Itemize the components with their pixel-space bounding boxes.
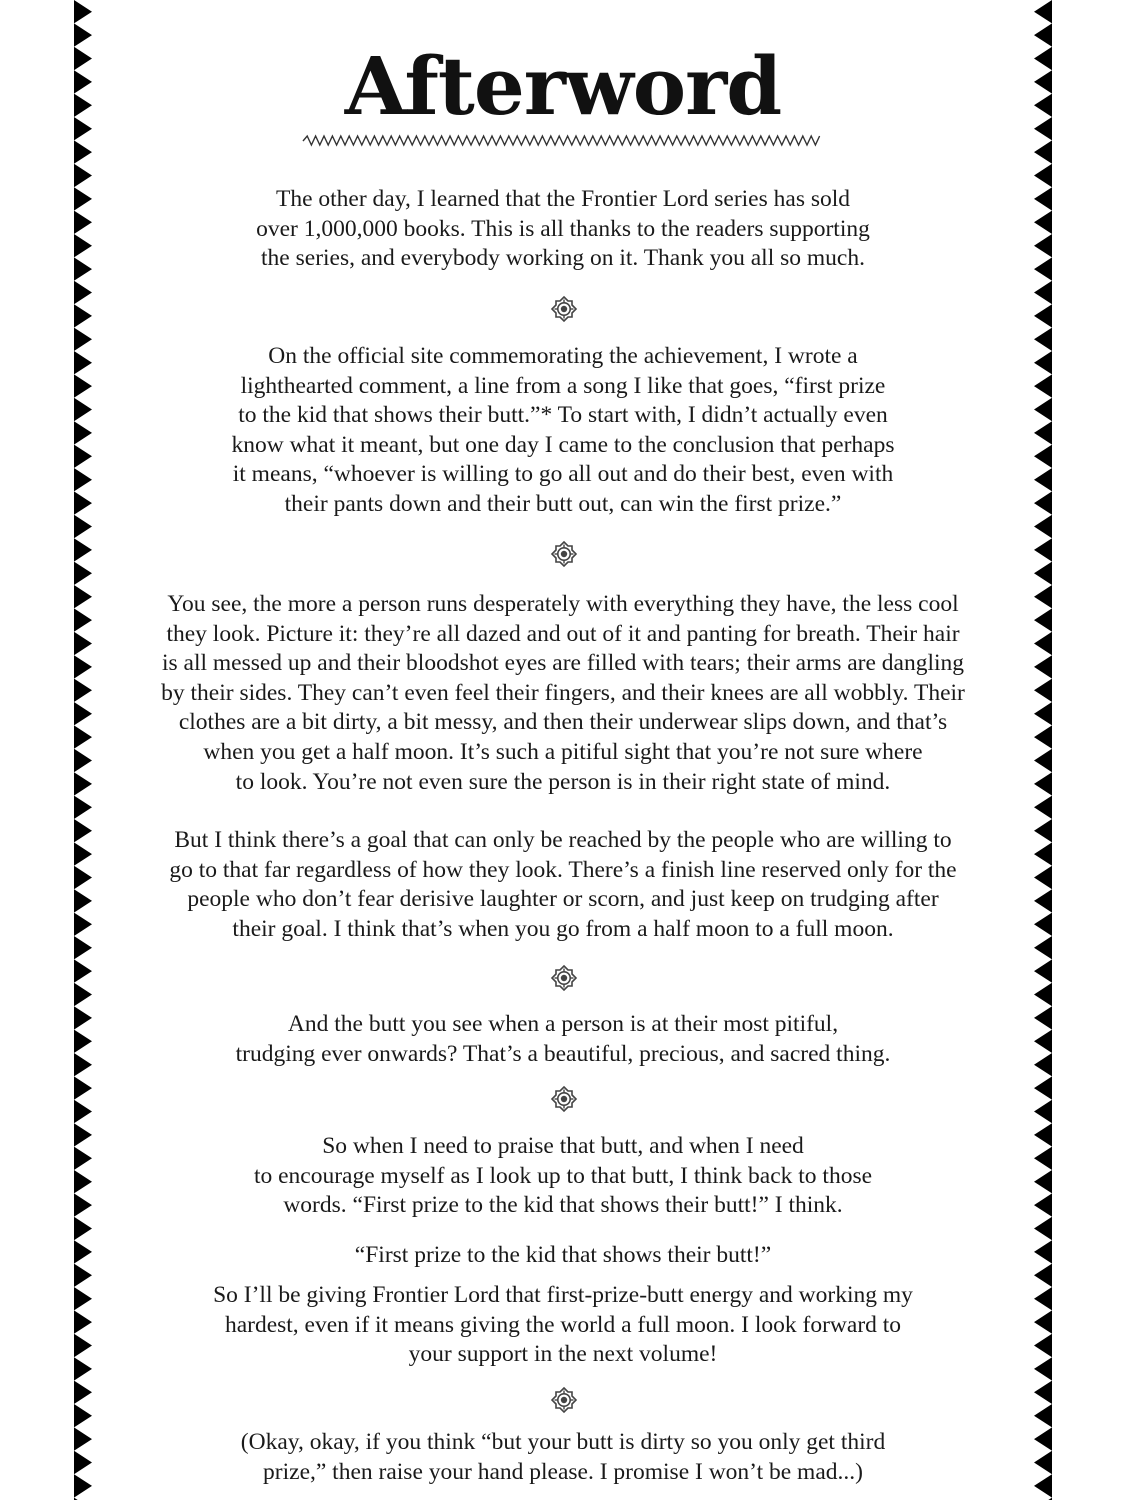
text-line: your support in the next volume!: [408, 1341, 718, 1368]
ornament-divider-icon: [550, 1386, 578, 1414]
text-line: go to that far regardless of how they look. There’s a finish line reserved only for the: [169, 856, 957, 883]
paragraph-3: [100, 590, 1026, 797]
text-line: words. “First prize to the kid that shows their butt!” I think.: [283, 1192, 843, 1219]
ornament-divider-icon: [550, 295, 578, 323]
text-line: their pants down and their butt out, can win the first prize.”: [284, 490, 842, 517]
text-line: to encourage myself as I look up to that butt, I think back to those: [253, 1162, 873, 1189]
paragraph-6: [100, 1132, 1026, 1221]
paragraph-4: [100, 826, 1026, 944]
ornament-divider-icon: [550, 540, 578, 568]
text-line: to the kid that shows their butt.”* To start with, I didn’t actually even: [238, 402, 888, 429]
text-line: (Okay, okay, if you think “but your butt is dirty so you only get third: [240, 1429, 886, 1455]
text-line: to look. You’re not even sure the person is in their right state of mind.: [235, 768, 891, 795]
text-line: On the official site commemorating the achievement, I wrote a: [268, 343, 858, 369]
text-line: lighthearted comment, a line from a song I like that goes, “first prize: [240, 372, 886, 399]
text-line: by their sides. They can’t even feel their fingers, and their knees are all wobbly. Their: [161, 679, 965, 706]
text-line: So I’ll be giving Frontier Lord that first-prize-butt energy and working my: [213, 1282, 913, 1308]
text-line: know what it meant, but one day I came to the conclusion that perhaps: [231, 431, 895, 458]
afterword-page: [100, 0, 1026, 1500]
text-line: But I think there’s a goal that can only be reached by the people who are willing to: [174, 827, 952, 853]
text-line: You see, the more a person runs desperately with everything they have, the less cool: [167, 591, 959, 617]
zigzag-underline: [302, 134, 824, 148]
text-line: the series, and everybody working on it. Thank you all so much.: [261, 245, 865, 272]
text-line: is all messed up and their bloodshot eyes are filled with tears; their arms are dangling: [161, 650, 965, 677]
paragraph-2: [100, 342, 1026, 520]
text-line: people who don’t fear derisive laughter or scorn, and just keep on trudging after: [187, 886, 939, 913]
paragraph-7: [100, 1241, 1026, 1271]
paragraph-1: [100, 185, 1026, 274]
text-line: it means, “whoever is willing to go all out and do their best, even with: [232, 461, 894, 488]
ornament-divider-icon: [550, 964, 578, 992]
left-sawtooth-border: [74, 0, 94, 1500]
text-line: they look. Picture it: they’re all dazed and out of it and panting for breath. Their hair: [166, 620, 960, 647]
paragraph-5: [100, 1010, 1026, 1069]
text-line: So when I need to praise that butt, and when I need: [322, 1133, 804, 1159]
text-line: trudging ever onwards? That’s a beautiful, precious, and sacred thing.: [235, 1040, 891, 1067]
text-line: clothes are a bit dirty, a bit messy, and then their underwear slips down, and that’s: [178, 709, 948, 736]
right-sawtooth-border: [1032, 0, 1052, 1500]
text-line: “First prize to the kid that shows their butt!”: [354, 1242, 772, 1268]
text-line: prize,” then raise your hand please. I promise I won’t be mad...): [263, 1458, 863, 1485]
paragraph-9: [100, 1428, 1026, 1487]
paragraph-8: [100, 1281, 1026, 1370]
ornament-divider-icon: [550, 1085, 578, 1113]
text-line: when you get a half moon. It’s such a pitiful sight that you’re not sure where: [203, 738, 923, 765]
text-line: hardest, even if it means giving the world a full moon. I look forward to: [224, 1311, 902, 1338]
page-title: Afterword: [344, 39, 782, 133]
text-line: And the butt you see when a person is at their most pitiful,: [287, 1011, 839, 1037]
text-line: over 1,000,000 books. This is all thanks to the readers supporting: [256, 215, 870, 242]
text-line: The other day, I learned that the Frontier Lord series has sold: [275, 186, 851, 212]
text-line: their goal. I think that’s when you go from a half moon to a full moon.: [232, 915, 894, 942]
